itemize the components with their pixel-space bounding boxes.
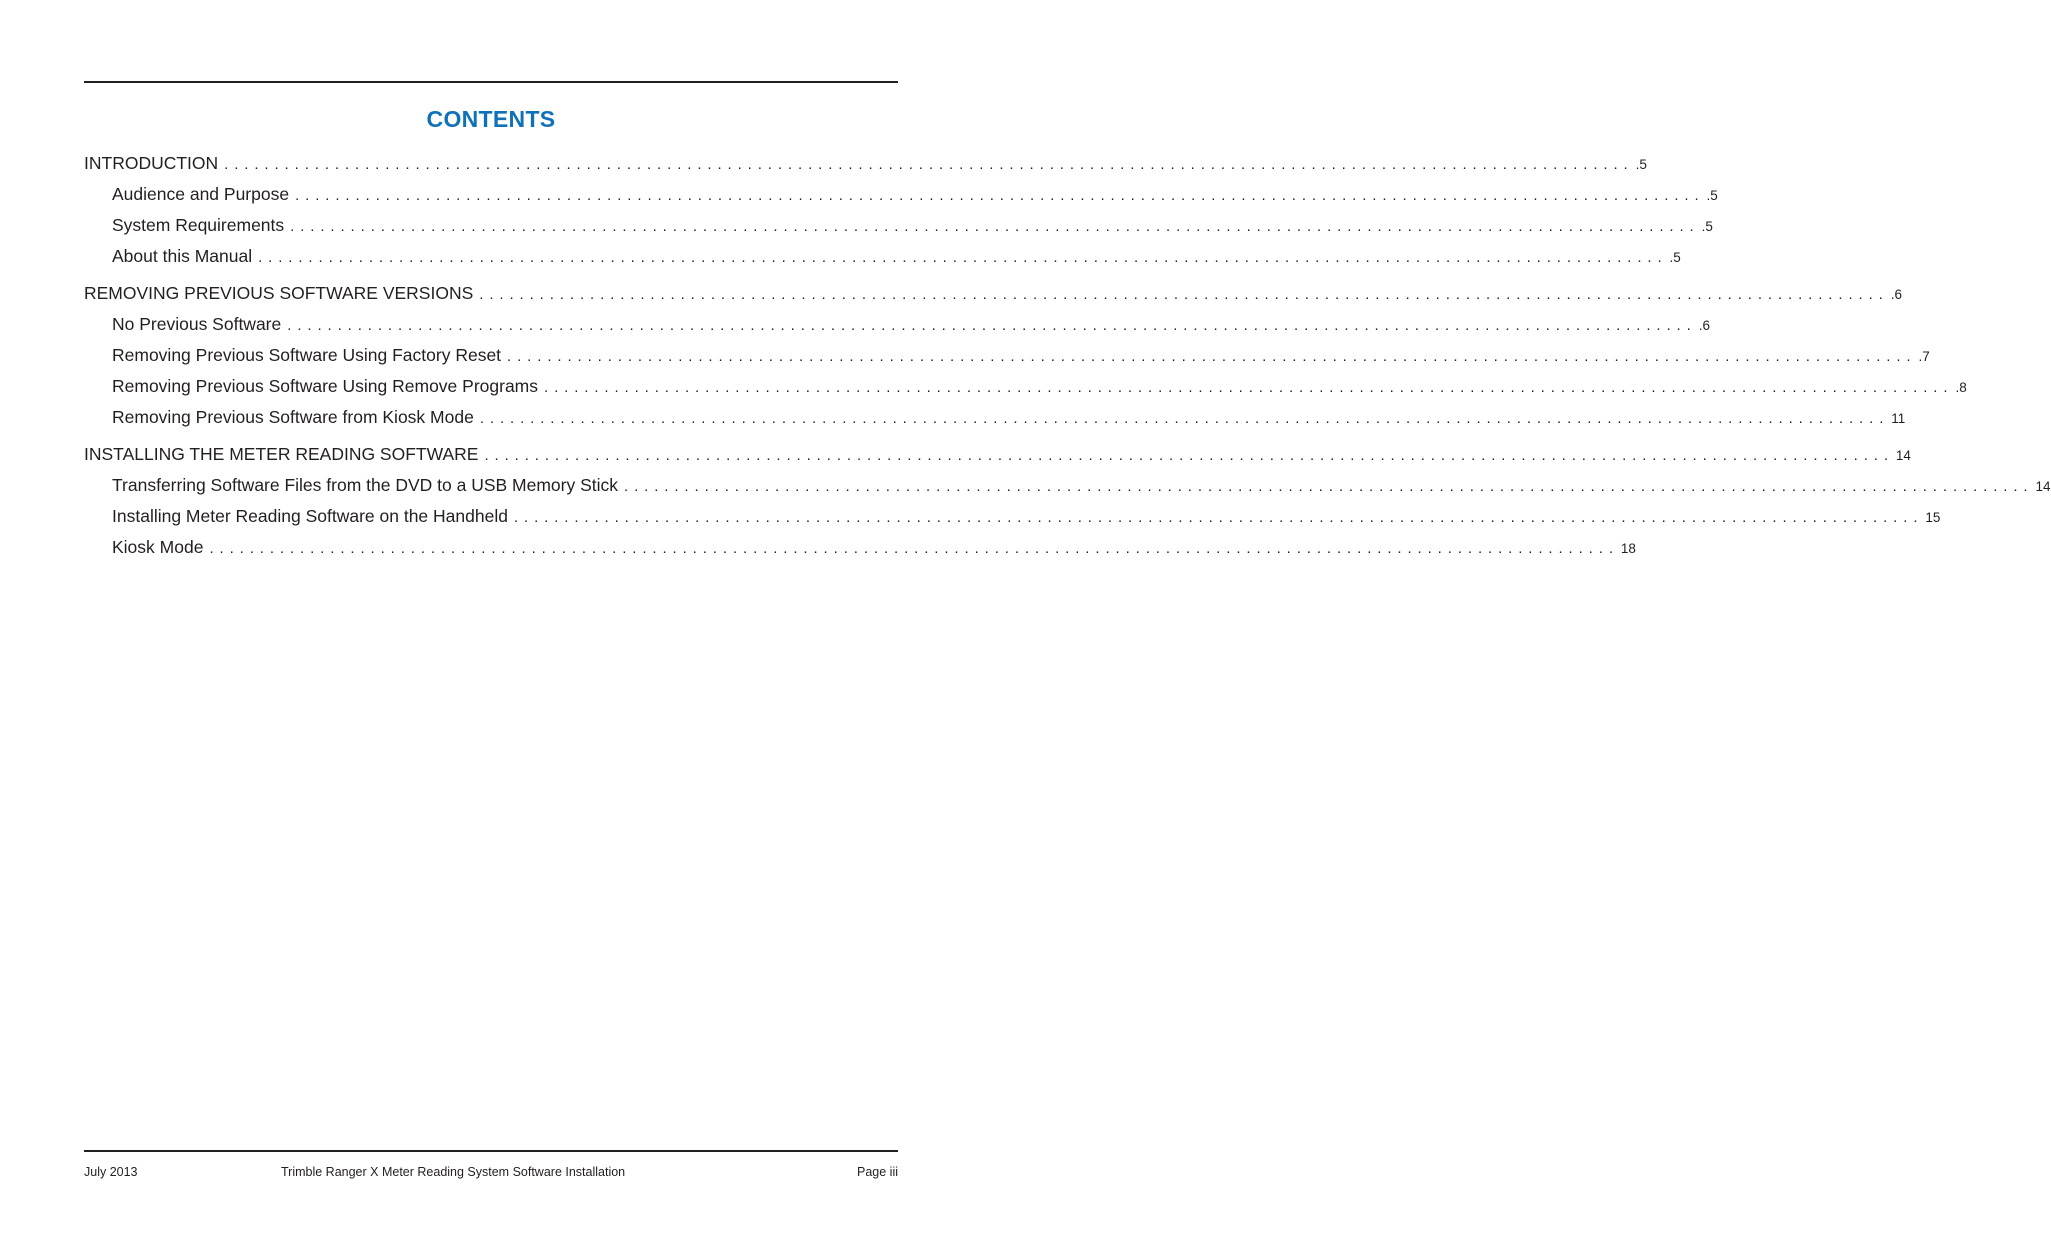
footer-rule: [84, 1150, 898, 1152]
toc-entry-label: INTRODUCTION: [84, 153, 219, 173]
toc-entry-introduction[interactable]: [84, 150, 1647, 181]
toc-entry-about-this-manual[interactable]: [84, 243, 1681, 274]
footer-date: July 2013: [84, 1165, 138, 1179]
toc-entry-page: .5: [1706, 188, 1718, 203]
toc-leader-dots: ............................................................................................................................................: [624, 478, 2034, 495]
toc-leader-dots: ............................................................................................................................................: [479, 286, 1889, 303]
toc-entry-page: .5: [1635, 157, 1647, 172]
toc-entry-label: Transferring Software Files from the DVD to a USB Memory Stick: [112, 475, 619, 495]
toc-leader-dots: ............................................................................................................................................: [287, 317, 1697, 334]
toc-entry-page: .6: [1890, 287, 1902, 302]
toc-entry-page: 11: [1891, 411, 1906, 426]
toc-entry-label: About this Manual: [112, 246, 253, 266]
toc-leader-dots: ............................................................................................................................................: [209, 540, 1619, 557]
footer-page-number: Page iii: [857, 1165, 898, 1179]
toc-entry-kiosk-mode-removal[interactable]: [84, 404, 1906, 435]
toc-entry-label: Audience and Purpose: [112, 184, 290, 204]
toc-entry-page: .5: [1669, 250, 1681, 265]
toc-entry-page: .7: [1918, 349, 1930, 364]
toc-entry-installing-on-handheld[interactable]: [84, 503, 1941, 534]
toc-leader-dots: ............................................................................................................................................: [479, 410, 1890, 427]
toc-entry-label: Removing Previous Software Using Factory Reset: [112, 345, 502, 365]
toc-entry-page: 14: [1895, 448, 1911, 463]
toc-entry-system-requirements[interactable]: [84, 212, 1713, 243]
toc-entry-no-previous-software[interactable]: [84, 311, 1710, 342]
toc-entry-page: 14: [2035, 479, 2051, 494]
toc-leader-dots: ............................................................................................................................................: [484, 447, 1894, 464]
page-title: CONTENTS: [426, 106, 556, 132]
toc-entry-removing-previous-software-versions[interactable]: [84, 280, 1902, 311]
toc-leader-dots: ............................................................................................................................................: [295, 187, 1705, 204]
toc-leader-dots: ............................................................................................................................................: [290, 218, 1700, 235]
toc-entry-audience-and-purpose[interactable]: [84, 181, 1718, 212]
toc-entry-remove-programs[interactable]: [84, 373, 1967, 404]
toc-entry-label: Installing Meter Reading Software on the Handheld: [112, 506, 508, 526]
footer-document-title: Trimble Ranger X Meter Reading System Software Installation: [281, 1165, 626, 1179]
toc-leader-dots: ............................................................................................................................................: [507, 348, 1917, 365]
toc-leader-dots: ............................................................................................................................................: [513, 509, 1924, 526]
toc-leader-dots: ............................................................................................................................................: [224, 156, 1634, 173]
toc-entry-label: Kiosk Mode: [112, 537, 204, 557]
toc-entry-transferring-software-files[interactable]: [84, 472, 2051, 503]
toc-entry-label: No Previous Software: [112, 314, 282, 334]
toc-entry-installing-meter-reading-software[interactable]: [84, 441, 1911, 472]
page-footer: [84, 1165, 898, 1183]
toc-leader-dots: ............................................................................................................................................: [258, 249, 1668, 266]
toc-entry-label: Removing Previous Software from Kiosk Mode: [112, 407, 474, 427]
header-rule: [84, 81, 898, 83]
table-of-contents: [84, 150, 2051, 565]
toc-entry-label: Removing Previous Software Using Remove Programs: [112, 376, 538, 396]
toc-entry-label: INSTALLING THE METER READING SOFTWARE: [84, 444, 479, 464]
toc-entry-label: REMOVING PREVIOUS SOFTWARE VERSIONS: [84, 283, 474, 303]
toc-entry-page: .5: [1701, 219, 1713, 234]
toc-entry-page: .8: [1955, 380, 1967, 395]
toc-entry-page: 18: [1620, 541, 1636, 556]
toc-entry-factory-reset[interactable]: [84, 342, 1930, 373]
toc-entry-page: 15: [1925, 510, 1941, 525]
toc-entry-label: System Requirements: [112, 215, 285, 235]
toc-entry-page: .6: [1698, 318, 1710, 333]
toc-entry-kiosk-mode[interactable]: [84, 534, 1636, 565]
toc-leader-dots: ............................................................................................................................................: [544, 379, 1954, 396]
